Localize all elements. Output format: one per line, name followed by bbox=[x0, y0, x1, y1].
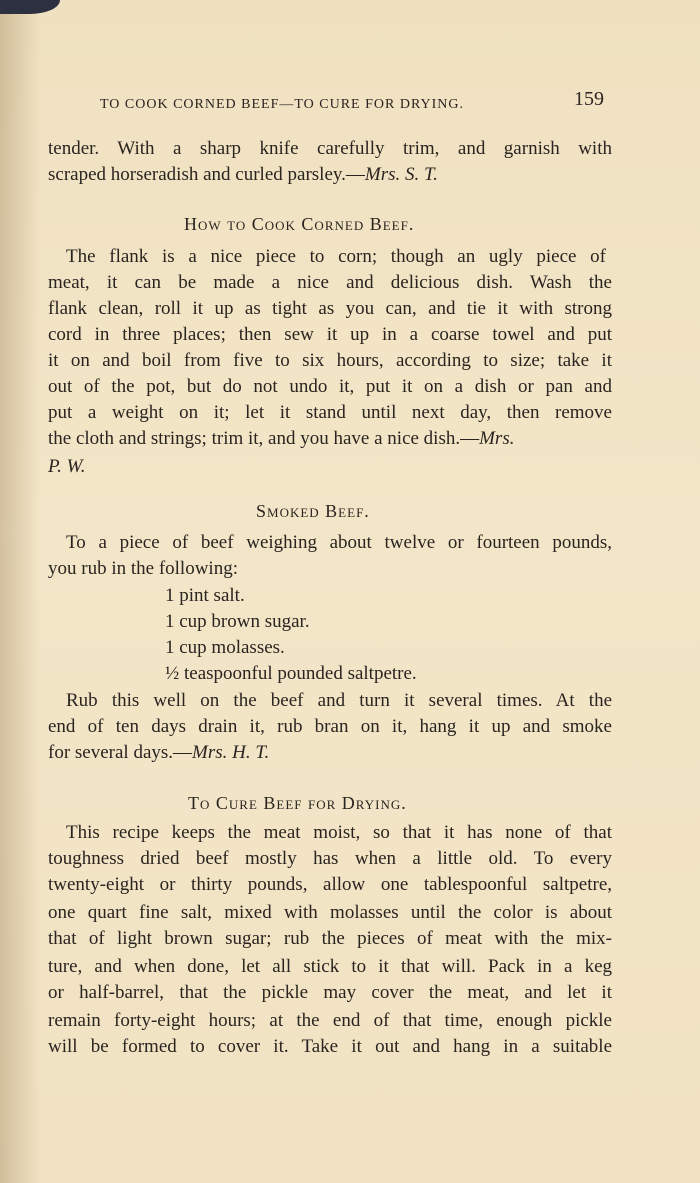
signature: Mrs. H. T. bbox=[192, 742, 270, 763]
text-line: put a weight on it; let it stand until next day, then remove bbox=[48, 402, 612, 423]
text-line: flank clean, roll it up as tight as you can, and tie it with strong bbox=[48, 298, 612, 319]
text-line: out of the pot, but do not undo it, put it on a dish or pan and bbox=[48, 376, 612, 397]
text-line bbox=[48, 162, 438, 188]
section-title: To Cure Beef for Drying. bbox=[188, 793, 407, 813]
text-line: twenty-eight or thirty pounds, allow one tablespoonful saltpetre, bbox=[48, 874, 612, 895]
text-line: To a piece of beef weighing about twelve or fourteen pounds, bbox=[66, 532, 612, 553]
ingredient-item: 1 cup molasses. bbox=[165, 637, 285, 658]
page-number: 159 bbox=[574, 88, 604, 110]
text-line: Rub this well on the beef and turn it several times. At the bbox=[66, 690, 612, 711]
text-line: end of ten days drain it, rub bran on it, hang it up and smoke bbox=[48, 716, 612, 737]
text-line: one quart fine salt, mixed with molasses until the color is about bbox=[48, 902, 612, 923]
text-line-body: for several days.— bbox=[48, 742, 193, 763]
text-line: remain forty-eight hours; at the end of that time, enough pickle bbox=[48, 1010, 612, 1031]
section-title: How to Cook Corned Beef. bbox=[184, 214, 415, 234]
section-title: Smoked Beef. bbox=[256, 501, 370, 521]
signature: P. W. bbox=[48, 456, 86, 477]
ingredient-item: ½ teaspoonful pounded saltpetre. bbox=[165, 663, 417, 684]
text-line: tender. With a sharp knife carefully trim, and garnish with bbox=[48, 138, 612, 159]
ingredient-item: 1 cup brown sugar. bbox=[165, 611, 310, 632]
text-line bbox=[48, 426, 514, 452]
text-line: that of light brown sugar; rub the pieces of meat with the mix- bbox=[48, 928, 612, 949]
ingredient-item: 1 pint salt. bbox=[165, 585, 245, 606]
text-line: it on and boil from five to six hours, according to size; take it bbox=[48, 350, 612, 371]
text-line: meat, it can be made a nice and delicious dish. Wash the bbox=[48, 272, 612, 293]
text-line: toughness dried beef mostly has when a little old. To every bbox=[48, 848, 612, 869]
text-line: will be formed to cover it. Take it out and hang in a suitable bbox=[48, 1036, 612, 1057]
text-line-body: scraped horseradish and curled parsley.— bbox=[48, 164, 365, 185]
text-line: ture, and when done, let all stick to it that will. Pack in a keg bbox=[48, 956, 612, 977]
text-line: you rub in the following: bbox=[48, 558, 238, 579]
text-line: cord in three places; then sew it up in a coarse towel and put bbox=[48, 324, 612, 345]
signature: Mrs. bbox=[479, 428, 515, 449]
running-head: TO COOK CORNED BEEF—TO CURE FOR DRYING. bbox=[100, 97, 465, 112]
text-line: or half-barrel, that the pickle may cover the meat, and let it bbox=[48, 982, 612, 1003]
text-line: This recipe keeps the meat moist, so that it has none of that bbox=[66, 822, 612, 843]
text-line bbox=[48, 740, 269, 766]
text-line-body: the cloth and strings; trim it, and you have a nice dish.— bbox=[48, 428, 480, 449]
text-line: The flank is a nice piece to corn; though an ugly piece of bbox=[66, 246, 606, 267]
signature: Mrs. S. T. bbox=[364, 164, 438, 185]
